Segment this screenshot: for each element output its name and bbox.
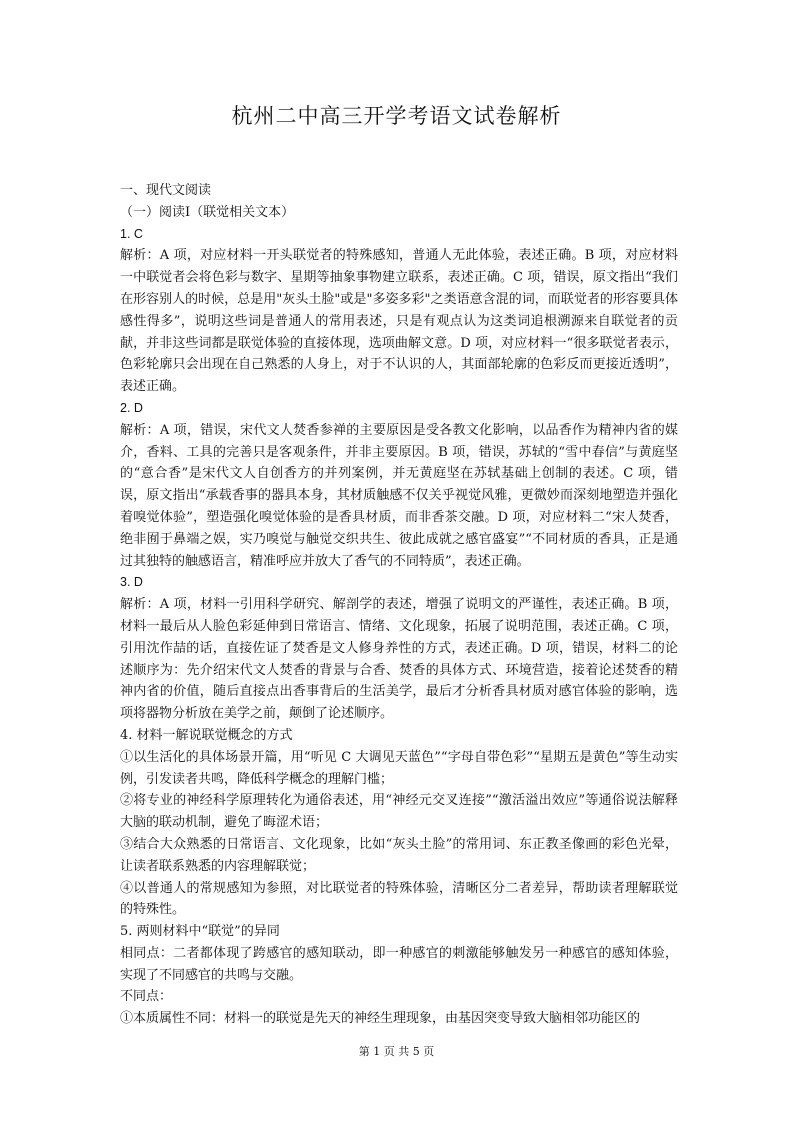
answer-3: 3. D: [120, 575, 143, 590]
question-5-heading: 5. 两则材料中“联觉”的异同: [120, 924, 280, 940]
question-5-difference-1: ①本质属性不同：材料一的联觉是先天的神经生理现象，由基因突变导致大脑相邻功能区的: [120, 1011, 641, 1027]
explanation-1: 解析：A 项，对应材料一开头联觉者的特殊感知，普通人无此体验，表述正确。B 项，对应材料一中联觉者会将色彩与数字、星期等抽象事物建立联系，表述正确。C 项，错误，原文指出“我们在形容别人的时候，总是用"灰头土脸"或是"多姿多彩"之类语意含混的词，而联觉者的形容要具体感性得多”，说明这些词是普通人的常用表述，只是有观点认为这类词追根溯源来自联觉者的贡献，并非这些词都是联觉体验的直接体现，选项曲解文意。D 项，对应材料一“很多联觉者表示，色彩轮廓只会出现在自己熟悉的人身上，对于不认识的人，其面部轮廓的色彩反而更接近透明”，表述正确。: [120, 248, 678, 395]
question-4-point-3: ③结合大众熟悉的日常语言、文化现象，比如“灰头土脸”的常用词、东正教圣像画的彩色光晕，让读者联系熟悉的内容理解联觉；: [120, 836, 678, 874]
question-4-point-2: ②将专业的神经科学原理转化为通俗表述，用“神经元交叉连接”“激活溢出效应”等通俗说法解释大脑的联动机制，避免了晦涩术语；: [120, 793, 678, 831]
answer-1: 1. C: [120, 226, 143, 241]
document-title: 杭州二中高三开学考语文试卷解析: [231, 104, 562, 128]
page-footer: 第 1 页 共 5 页: [358, 1045, 435, 1058]
subsection-heading: （一）阅读Ⅰ（联觉相关文本）: [120, 204, 295, 220]
question-4-point-1: ①以生活化的具体场景开篇，用“听见 C 大调见天蓝色”“字母自带色彩”“星期五是黄色”等生动实例，引发读者共鸣，降低科学概念的理解门槛；: [120, 749, 678, 787]
section-heading: 一、现代文阅读: [120, 183, 212, 198]
question-5-difference-label: 不同点：: [120, 989, 173, 1005]
explanation-3: 解析：A 项，材料一引用科学研究、解剖学的表述，增强了说明文的严谨性，表述正确。B 项，材料一最后从人脸色彩延伸到日常语言、情绪、文化现象，拓展了说明范围，表述正确。C 项，引用沈作喆的话，直接佐证了焚香是文人修身养性的方式，表述正确。D 项，错误，材料二的论述顺序为：先介绍宋代文人焚香的背景与合香、焚香的具体方式、环境营造，接着论述焚香的精神内省的价值，随后直接点出香事背后的生活美学，最后才分析香具材质对感官体验的影响，选项将器物分析放在美学之前，颠倒了论述顺序。: [120, 597, 678, 722]
document-body: [120, 180, 678, 1030]
answer-2: 2. D: [120, 400, 143, 415]
question-5-similarity: 相同点：二者都体现了跨感官的感知联动，即一种感官的刺激能够触发另一种感官的感知体验，实现了不同感官的共鸣与交融。: [120, 945, 678, 983]
question-4-heading: 4. 材料一解说联觉概念的方式: [120, 727, 293, 743]
explanation-2: 解析：A 项，错误，宋代文人焚香参禅的主要原因是受各教文化影响，以品香作为精神内省的媒介，香料、工具的完善只是客观条件，并非主要原因。B 项，错误，苏轼的“雪中春信”与黄庭坚的“意合香”是宋代文人自创香方的并列案例，并无黄庭坚在苏轼基础上创制的表述。C 项，错误，原文指出“承载香事的器具本身，其材质触感不仅关乎视觉风雅，更微妙而深刻地塑造并强化着嗅觉体验”，塑造强化嗅觉体验的是香具材质，而非香茶交融。D 项，对应材料二“宋人焚香，绝非囿于鼻端之娱，实乃嗅觉与触觉交织共生、彼此成就之感官盛宴”“不同材质的香具，正是通过其独特的触感语言，精准呼应并放大了香气的不同特质”，表述正确。: [120, 422, 678, 569]
question-4-point-4: ④以普通人的常规感知为参照，对比联觉者的特殊体验，清晰区分二者差异，帮助读者理解联觉的特殊性。: [120, 880, 678, 918]
